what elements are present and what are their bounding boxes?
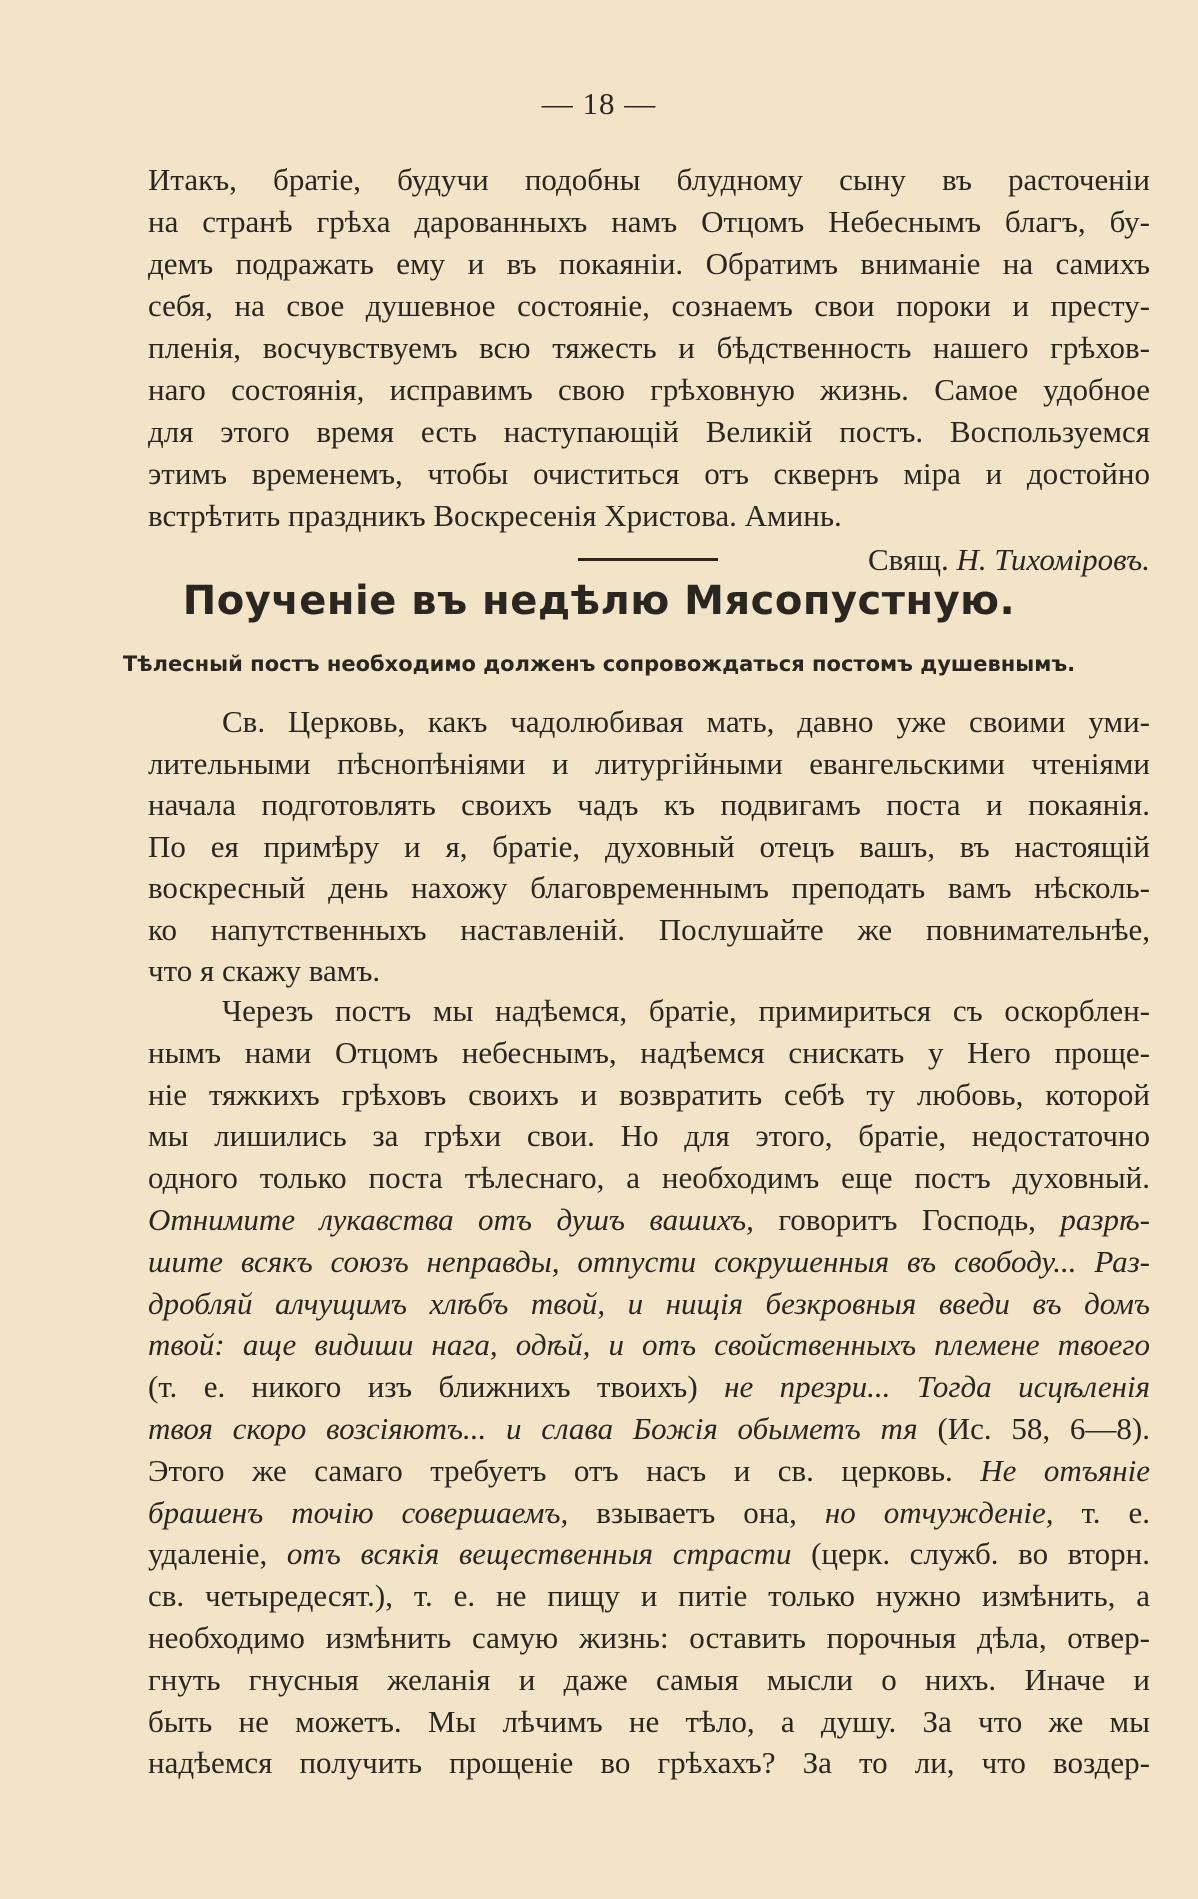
section-divider (578, 558, 718, 561)
text-line (148, 1451, 1150, 1491)
italic-quote: не презри... Тогда исцѣленія (724, 1369, 1150, 1405)
text-line: По ея примѣру и я, братіе, духовный отецъ вашъ, въ настоящій (148, 828, 1150, 864)
text-line: для этого время есть наступающій Великій постъ. Воспользуемся (148, 414, 1150, 449)
text-line (148, 1284, 1150, 1324)
text-line (148, 1409, 1150, 1449)
text-line (148, 1242, 1150, 1282)
text-run: мы лишились за грѣхи свои. Но для этого, братіе, недостаточно (148, 1118, 1150, 1154)
text-run: св. четыредесят.), т. е. не пищу и питіе только нужно измѣнить, а (148, 1578, 1150, 1614)
text-run: надѣемся получить прощеніе во грѣхахъ? За то ли, что воздер- (148, 1745, 1150, 1781)
text-line (222, 991, 1150, 1031)
italic-quote: шите всякъ союзъ неправды, отпусти сокрушенныя въ свободу... Раз- (148, 1243, 1150, 1279)
text-run: необходимо измѣнить самую жизнь: оставить порочныя дѣла, отвер- (148, 1620, 1150, 1655)
text-line (148, 1116, 1150, 1156)
text-line (148, 1325, 1150, 1365)
text-run: нымъ нами Отцомъ небеснымъ, надѣемся снискать у Него проще- (148, 1034, 1150, 1070)
text-line (148, 1033, 1150, 1073)
text-line: наго состоянія, исправимъ свою грѣховную жизнь. Самое удобное (148, 372, 1150, 407)
text-line: Св. Церковь, какъ чадолюбивая мать, давно уже своими уми- (222, 704, 1150, 739)
text-line (148, 1493, 1150, 1533)
text-run: говоритъ Господь, (753, 1202, 1061, 1237)
text-line: воскресный день нахожу благовременнымъ преподать вамъ нѣсколь- (148, 870, 1150, 905)
text-run: удаленіе, (148, 1536, 287, 1572)
text-run: (церк. служб. во вторн. (791, 1536, 1151, 1572)
page-number: — 18 — (541, 86, 657, 121)
text-run: быть не можетъ. Мы лѣчимъ не тѣло, а душу. За что же мы (148, 1703, 1150, 1739)
text-run: (т. е. никого изъ ближнихъ твоихъ) (148, 1369, 725, 1405)
text-run: гнуть гнусныя желанія и даже самыя мысли о нихъ. Иначе и (148, 1661, 1150, 1697)
text-line (148, 1158, 1150, 1198)
text-run: (Ис. 58, 6—8). (917, 1411, 1150, 1446)
text-run: ніе тяжкихъ грѣховъ своихъ и возвратить себѣ ту любовь, которой (148, 1076, 1150, 1112)
text-line (148, 1200, 1150, 1240)
text-line: Итакъ, братіе, будучи подобны блудному сыну въ расточеніи (148, 162, 1150, 197)
signature-name: Н. Тихоміровъ. (956, 542, 1150, 577)
text-line: ко напутственныхъ наставленій. Послушайте же повнимательнѣе, (148, 911, 1150, 947)
sermon-title: Поученіе въ недѣлю Мясопустную. (182, 578, 1016, 624)
text-line: что я скажу вамъ. (148, 953, 381, 988)
italic-quote: Отнимите лукавства отъ душъ вашихъ, (148, 1202, 754, 1237)
text-run: одного только поста тѣлеснаго, а необходимъ еще постъ духовный. (148, 1160, 1150, 1196)
italic-quote: твоя скоро возсіяютъ... и слава Божія обыметъ тя (148, 1411, 918, 1446)
text-run: Черезъ постъ мы надѣемся, братіе, примириться съ оскорблен- (222, 993, 1150, 1028)
text-line (148, 1660, 1150, 1700)
text-line: лительными пѣснопѣніями и литургійными евангельскими чтеніями (148, 745, 1150, 781)
text-run: т. е. (1053, 1494, 1150, 1530)
text-line (148, 1702, 1150, 1742)
text-line: на странѣ грѣха дарованныхъ намъ Отцомъ Небеснымъ благъ, бу- (148, 204, 1150, 239)
text-line: этимъ временемъ, чтобы очиститься отъ сквернъ міра и достойно (148, 456, 1150, 491)
text-line (148, 1618, 1150, 1658)
author-signature (820, 540, 1150, 580)
italic-quote: дробляй алчущимъ хлѣбъ твой, и нищія безкровныя введи въ домъ (148, 1285, 1150, 1321)
text-line (148, 1075, 1150, 1115)
sermon-subtitle: Тѣлесный постъ необходимо долженъ сопровождаться постомъ душевнымъ. (122, 652, 1076, 676)
italic-quote: отъ всякія вещественныя страсти (286, 1536, 792, 1572)
text-line (148, 1367, 1150, 1407)
italic-quote: брашенъ точію совершаемъ, (148, 1494, 569, 1530)
italic-quote: Не отъяніе (980, 1452, 1150, 1488)
signature-title: Свящ. (867, 542, 949, 577)
italic-quote: но отчужденіе, (824, 1494, 1054, 1530)
text-line: пленія, восчувствуемъ всю тяжесть и бѣдственность нашего грѣхов- (148, 330, 1150, 365)
text-line: встрѣтить праздникъ Воскресенія Христова. Аминь. (148, 498, 842, 533)
text-run: Этого же самаго требуетъ отъ насъ и св. церковь. (148, 1452, 981, 1488)
text-run: взываетъ она, (568, 1494, 825, 1530)
text-line: демъ подражать ему и въ покаяніи. Обратимъ вниманіе на самихъ (148, 246, 1150, 281)
text-line: начала подготовлять своихъ чадъ къ подвигамъ поста и покаянія. (148, 787, 1150, 822)
text-line (148, 1534, 1150, 1574)
text-line (148, 1576, 1150, 1616)
italic-quote: твой: аще видиши нага, одѣй, и отъ свойственныхъ племене твоего (148, 1327, 1150, 1363)
text-line: себя, на свое душевное состояніе, сознаемъ свои пороки и престу- (148, 288, 1150, 323)
text-line (148, 1743, 1150, 1783)
italic-quote: разрѣ- (1060, 1202, 1150, 1237)
